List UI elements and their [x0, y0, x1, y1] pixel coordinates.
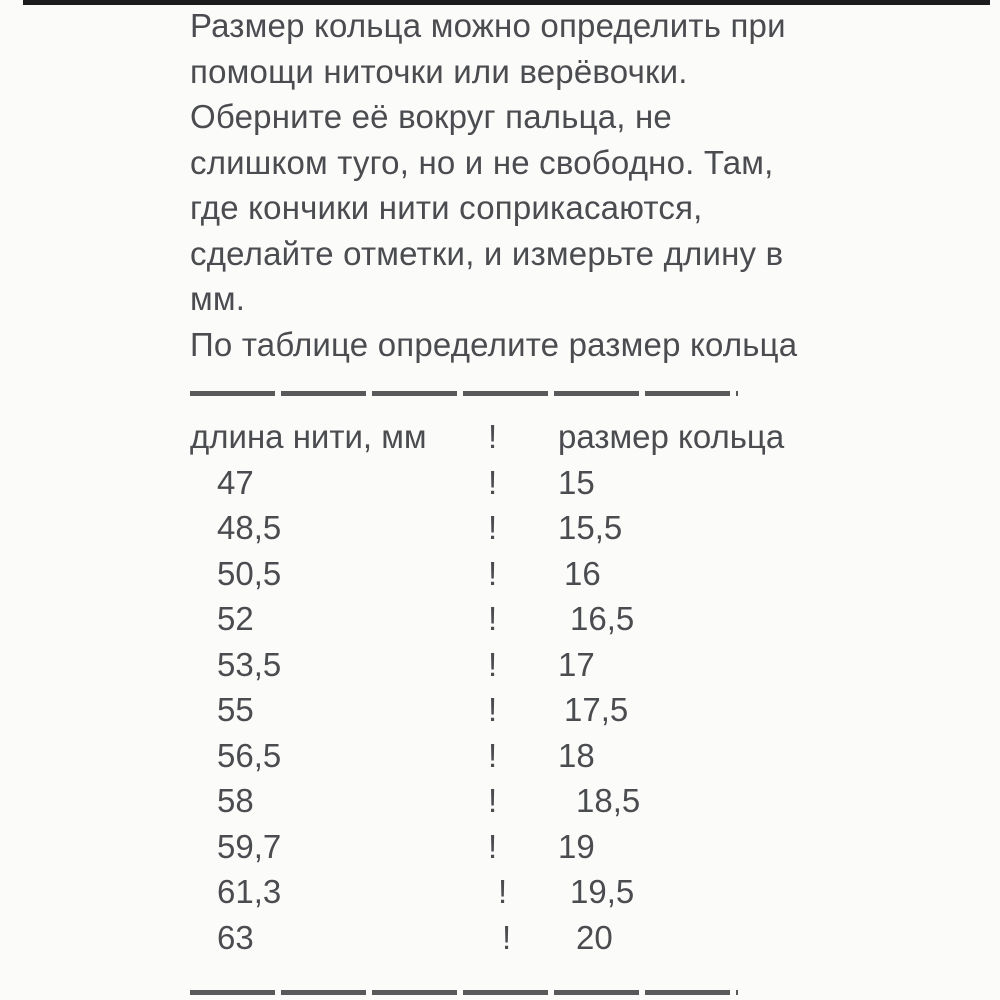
- intro-line: Оберните её вокруг пальца, не: [190, 98, 672, 135]
- thread-length-cell: 48,5: [217, 509, 282, 546]
- table-row: [190, 915, 830, 961]
- table-bottom-divider: [190, 990, 738, 995]
- table-header-row: [190, 414, 830, 460]
- intro-line: По таблице определите размер кольца: [190, 325, 798, 363]
- thread-length-cell: 56,5: [217, 736, 282, 774]
- thread-length-cell: 50,5: [217, 554, 282, 592]
- ring-size-cell: 20: [576, 918, 613, 956]
- intro-line: где кончики нити соприкасаются,: [190, 189, 703, 226]
- intro-line: помощи ниточки или верёвочки.: [190, 52, 688, 90]
- table-row: [190, 687, 830, 733]
- thread-length-cell: 61,3: [217, 873, 282, 910]
- ring-size-cell: 15,5: [558, 509, 623, 546]
- ring-size-cell: 17,5: [564, 691, 629, 728]
- ring-size-cell: 18,5: [576, 782, 641, 819]
- table-row: [190, 869, 830, 915]
- ring-size-header: размер кольца: [558, 418, 785, 455]
- separator-mark: !: [488, 691, 498, 728]
- ring-size-cell: 15: [558, 463, 595, 501]
- separator-mark: !: [488, 736, 498, 774]
- table-row: [190, 505, 830, 551]
- ring-size-cell: 17: [558, 645, 595, 683]
- thread-length-cell: 47: [217, 463, 254, 501]
- table-row: [190, 824, 830, 870]
- separator-mark: !: [488, 645, 498, 683]
- separator-mark: !: [488, 827, 498, 865]
- thread-length-header: длина нити, мм: [190, 418, 427, 455]
- ring-size-cell: 18: [558, 736, 595, 774]
- separator-mark: !: [488, 463, 498, 501]
- table-row: [190, 642, 830, 688]
- separator-mark: !: [488, 509, 498, 546]
- thread-length-cell: 52: [217, 600, 254, 637]
- ring-size-cell: 16,5: [570, 600, 635, 637]
- intro-line: Размер кольца можно определить при: [190, 7, 786, 44]
- ring-size-cell: 19,5: [570, 873, 635, 910]
- thread-length-cell: 55: [217, 691, 254, 728]
- ring-size-cell: 19: [558, 827, 595, 865]
- separator-mark: !: [488, 782, 498, 819]
- separator-mark: !: [488, 418, 498, 455]
- intro-line: слишком туго, но и не свободно. Там,: [190, 143, 774, 181]
- separator-mark: !: [502, 918, 512, 956]
- table-row: [190, 551, 830, 597]
- separator-mark: !: [488, 554, 498, 592]
- intro-line: сделайте отметки, и измерьте длину в: [190, 234, 784, 272]
- thread-length-cell: 53,5: [217, 645, 282, 683]
- thread-length-cell: 58: [217, 782, 254, 819]
- thread-length-cell: 59,7: [217, 827, 282, 865]
- page-content: [190, 3, 830, 995]
- table-row: [190, 596, 830, 642]
- ring-size-cell: 16: [564, 554, 601, 592]
- table-top-divider: [190, 391, 738, 396]
- table-row: [190, 460, 830, 506]
- table-row: [190, 733, 830, 779]
- ring-size-table: [190, 414, 830, 960]
- intro-line: мм.: [190, 280, 246, 317]
- separator-mark: !: [488, 600, 498, 637]
- thread-length-cell: 63: [217, 918, 254, 956]
- intro-paragraph: [190, 3, 830, 367]
- table-row: [190, 778, 830, 824]
- separator-mark: !: [498, 873, 508, 910]
